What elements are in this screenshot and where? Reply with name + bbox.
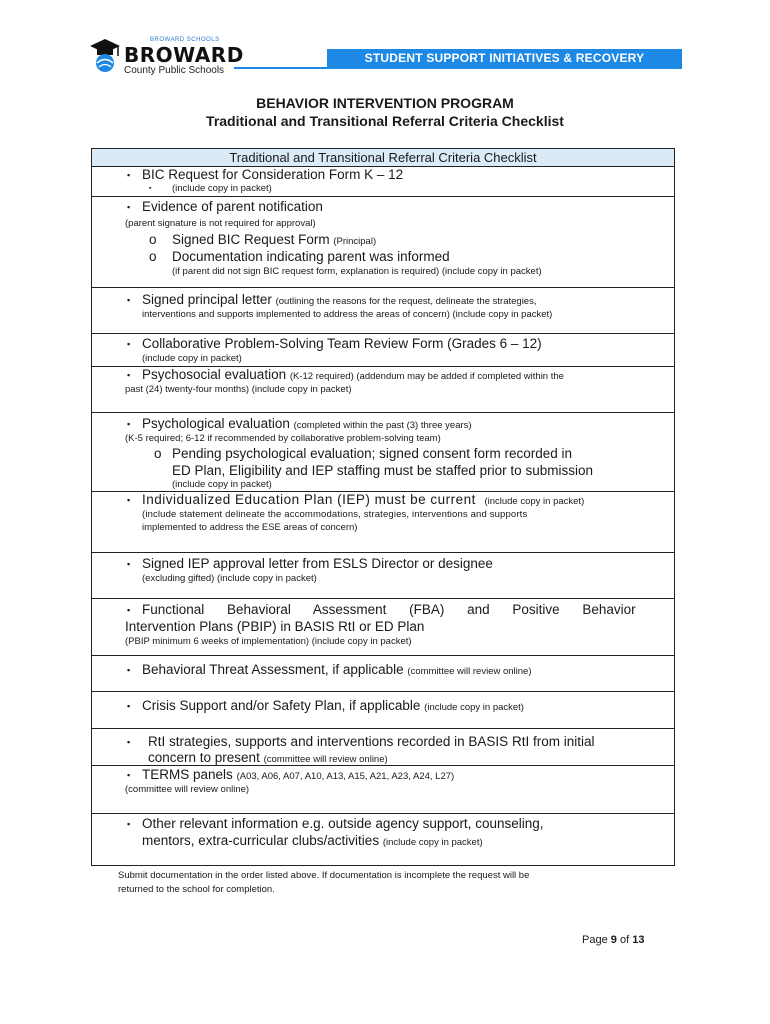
- circle-bullet-icon: o: [149, 249, 157, 264]
- item-note: interventions and supports implemented to address the areas of concern) (include copy in packet): [142, 309, 553, 320]
- logo-small-text: BROWARD SCHOOLS: [150, 37, 220, 43]
- bullet-icon: ▪: [127, 202, 131, 212]
- sub-item-label: Pending psychological evaluation; signed consent form recorded in: [172, 446, 572, 461]
- checklist-row: [92, 766, 674, 814]
- item-label: Crisis Support and/or Safety Plan, if applicable (include copy in packet): [142, 698, 524, 713]
- checklist-row: [92, 197, 674, 288]
- item-label: Other relevant information e.g. outside agency support, counseling,: [142, 816, 544, 831]
- item-note: (if parent did not sign BIC request form, explanation is required) (include copy in packet): [172, 266, 542, 277]
- sub-item-label: Signed BIC Request Form (Principal): [172, 232, 377, 247]
- bullet-icon: ▪: [127, 665, 131, 675]
- item-label: Individualized Education Plan (IEP) must be current (include copy in packet): [142, 492, 585, 507]
- graduation-cap-icon: [88, 36, 122, 76]
- checklist-row: [92, 814, 674, 865]
- logo-brand: BROWARD: [124, 43, 244, 67]
- bullet-icon: ▪: [127, 819, 131, 829]
- item-label: Intervention Plans (PBIP) in BASIS RtI or ED Plan: [125, 619, 425, 634]
- item-label: Behavioral Threat Assessment, if applicable (committee will review online): [142, 662, 532, 677]
- item-note: (committee will review online): [125, 784, 250, 795]
- department-banner: STUDENT SUPPORT INITIATIVES & RECOVERY: [327, 49, 682, 68]
- checklist-row: [92, 729, 674, 766]
- sub-item-label: ED Plan, Eligibility and IEP staffing must be staffed prior to submission: [172, 463, 593, 478]
- table-header: Traditional and Transitional Referral Criteria Checklist: [92, 149, 674, 167]
- sub-item-label: Documentation indicating parent was informed: [172, 249, 450, 264]
- bullet-icon: ▪: [127, 295, 131, 305]
- circle-bullet-icon: o: [149, 232, 157, 247]
- item-label: Evidence of parent notification: [142, 199, 323, 214]
- item-label: RtI strategies, supports and interventions recorded in BASIS RtI from initial: [148, 734, 595, 749]
- checklist-row: [92, 167, 674, 197]
- item-label: mentors, extra-curricular clubs/activities (include copy in packet): [142, 833, 483, 848]
- bullet-icon: ▪: [127, 605, 131, 615]
- document-subtitle: Traditional and Transitional Referral Criteria Checklist: [206, 113, 564, 129]
- checklist-row: [92, 599, 674, 656]
- bullet-icon: ▪: [149, 185, 152, 192]
- submission-note: Submit documentation in the order listed above. If documentation is incomplete the request will be returned to the school for completion.: [118, 870, 530, 895]
- bullet-icon: ▪: [127, 339, 131, 349]
- document-title: BEHAVIOR INTERVENTION PROGRAM: [256, 95, 514, 111]
- bullet-icon: ▪: [127, 170, 131, 180]
- checklist-row: [92, 367, 674, 413]
- checklist-row: [92, 492, 674, 553]
- item-note: (excluding gifted) (include copy in packet): [142, 573, 317, 584]
- item-note: (include copy in packet): [142, 353, 242, 364]
- checklist-row: [92, 656, 674, 692]
- checklist-row: [92, 334, 674, 367]
- item-note: (K-5 required; 6-12 if recommended by collaborative problem-solving team): [125, 433, 441, 444]
- criteria-checklist-table: [91, 148, 675, 866]
- bullet-icon: ▪: [127, 495, 131, 505]
- item-label: Functional Behavioral Assessment (FBA) and Positive Behavior: [142, 602, 636, 617]
- page-number: Page 9 of 13: [582, 934, 645, 946]
- checklist-row: [92, 553, 674, 599]
- item-note: (PBIP minimum 6 weeks of implementation) (include copy in packet): [125, 636, 412, 647]
- item-label: Signed IEP approval letter from ESLS Director or designee: [142, 556, 493, 571]
- item-label: Signed principal letter (outlining the reasons for the request, delineate the strategies,: [142, 292, 537, 307]
- item-label: Psychological evaluation (completed within the past (3) three years): [142, 416, 472, 431]
- circle-bullet-icon: o: [154, 446, 162, 461]
- checklist-row: [92, 692, 674, 729]
- banner-rule: [234, 67, 682, 69]
- item-note: past (24) twenty-four months) (include copy in packet): [125, 384, 352, 395]
- bullet-icon: ▪: [127, 559, 131, 569]
- broward-logo: [88, 36, 244, 80]
- item-label: concern to present (committee will review online): [148, 750, 388, 765]
- item-label: BIC Request for Consideration Form K – 12: [142, 167, 404, 182]
- bullet-icon: ▪: [127, 370, 131, 380]
- item-note: (parent signature is not required for approval): [125, 218, 316, 229]
- bullet-icon: ▪: [127, 770, 131, 780]
- item-label: Psychosocial evaluation (K-12 required) (addendum may be added if completed within the: [142, 367, 564, 382]
- item-note: (include copy in packet): [172, 183, 272, 194]
- item-label: TERMS panels (A03, A06, A07, A10, A13, A15, A21, A23, A24, L27): [142, 767, 455, 782]
- item-note: implemented to address the ESE areas of concern): [142, 522, 358, 533]
- checklist-row: [92, 288, 674, 334]
- item-label: Collaborative Problem-Solving Team Review Form (Grades 6 – 12): [142, 336, 542, 351]
- logo-subtitle: County Public Schools: [124, 65, 225, 76]
- bullet-icon: ▪: [127, 701, 131, 711]
- bullet-icon: ▪: [127, 737, 131, 747]
- item-note: (include statement delineate the accommodations, strategies, interventions and supports: [142, 509, 528, 520]
- bullet-icon: ▪: [127, 419, 131, 429]
- item-note: (include copy in packet): [172, 479, 272, 490]
- checklist-row: [92, 413, 674, 492]
